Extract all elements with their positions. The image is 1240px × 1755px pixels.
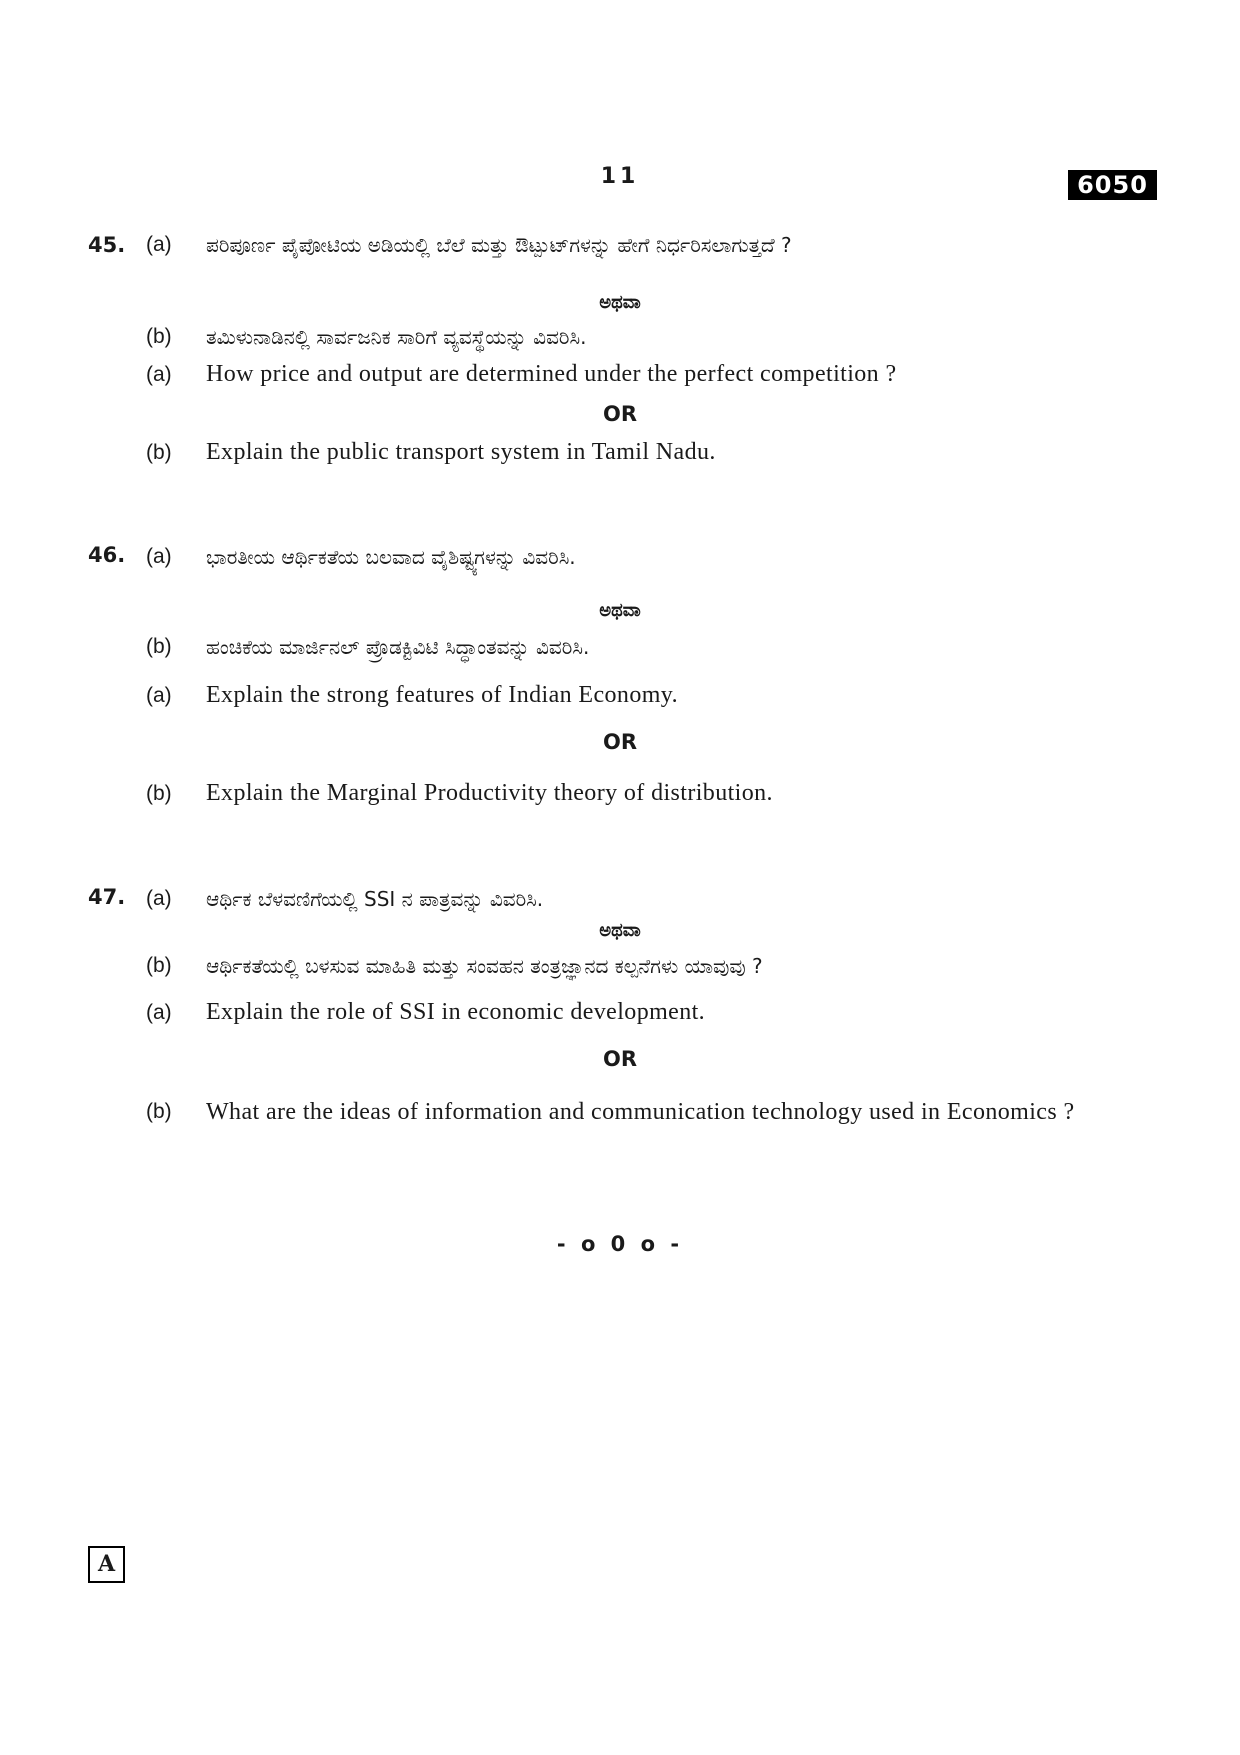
q46-or-kannada: ಅಥವಾ bbox=[599, 600, 641, 621]
question-number-47: 47. bbox=[88, 885, 126, 909]
q46-english-option-a: Explain the strong features of Indian Economy. bbox=[206, 682, 679, 708]
q47-kannada-option-b: ಆರ್ಥಿಕತೆಯಲ್ಲಿ ಬಳಸುವ ಮಾಹಿತಿ ಮತ್ತು ಸಂವಹನ ತಂತ್ರಜ್ಞಾನದ ಕಲ್ಪನೆಗಳು ಯಾವುವು ? bbox=[206, 954, 763, 978]
q45-english-option-a-label: (a) bbox=[146, 363, 172, 386]
q47-or-kannada: ಅಥವಾ bbox=[599, 920, 641, 941]
question-number-46: 46. bbox=[88, 543, 126, 567]
q46-english-option-b-label: (b) bbox=[146, 782, 172, 805]
q45-or-english: OR bbox=[602, 402, 638, 426]
q46-kannada-option-a: ಭಾರತೀಯ ಆರ್ಥಿಕತೆಯ ಬಲವಾದ ವೈಶಿಷ್ಟ್ಯಗಳನ್ನು ವಿವರಿಸಿ. bbox=[206, 545, 576, 569]
q45-kannada-option-a: ಪರಿಪೂರ್ಣ ಪೈಪೋಟಿಯ ಅಡಿಯಲ್ಲಿ ಬೆಲೆ ಮತ್ತು ಔಟ್ಪುಟ್‌ಗಳನ್ನು ಹೇಗೆ ನಿರ್ಧರಿಸಲಾಗುತ್ತದೆ ? bbox=[206, 233, 792, 257]
q45-kannada-option-b: ತಮಿಳುನಾಡಿನಲ್ಲಿ ಸಾರ್ವಜನಿಕ ಸಾರಿಗೆ ವ್ಯವಸ್ಥೆಯನ್ನು ವಿವರಿಸಿ. bbox=[206, 325, 587, 349]
q45-kannada-option-a-label: (a) bbox=[146, 233, 172, 256]
end-of-paper-mark: - o 0 o - bbox=[556, 1232, 684, 1256]
version-box: A bbox=[88, 1546, 125, 1583]
q47-kannada-option-b-label: (b) bbox=[146, 954, 172, 977]
q47-english-option-b-label: (b) bbox=[146, 1100, 172, 1123]
q45-english-option-a: How price and output are determined under the perfect competition ? bbox=[206, 361, 897, 387]
q47-english-option-a-label: (a) bbox=[146, 1001, 172, 1024]
q47-or-english: OR bbox=[602, 1047, 638, 1071]
q47-english-option-b: What are the ideas of information and communication technology used in Economics ? bbox=[206, 1099, 1075, 1125]
q46-kannada-option-b-label: (b) bbox=[146, 635, 172, 658]
q46-kannada-option-a-label: (a) bbox=[146, 545, 172, 568]
q47-kannada-option-a: ಆರ್ಥಿಕ ಬೆಳವಣಿಗೆಯಲ್ಲಿ SSI ನ ಪಾತ್ರವನ್ನು ವಿವರಿಸಿ. bbox=[206, 887, 544, 911]
paper-code-badge: 6050 bbox=[1068, 170, 1157, 200]
q45-or-kannada: ಅಥವಾ bbox=[599, 292, 641, 313]
q46-kannada-option-b: ಹಂಚಿಕೆಯ ಮಾರ್ಜಿನಲ್ ಪ್ರೊಡಕ್ಟಿವಿಟಿ ಸಿದ್ಧಾಂತವನ್ನು ವಿವರಿಸಿ. bbox=[206, 635, 590, 659]
question-number-45: 45. bbox=[88, 233, 126, 257]
q46-or-english: OR bbox=[602, 730, 638, 754]
q46-english-option-b: Explain the Marginal Productivity theory of distribution. bbox=[206, 780, 773, 806]
q45-english-option-b-label: (b) bbox=[146, 441, 172, 464]
q45-english-option-b: Explain the public transport system in Tamil Nadu. bbox=[206, 439, 716, 465]
q47-english-option-a: Explain the role of SSI in economic development. bbox=[206, 999, 706, 1025]
q45-kannada-option-b-label: (b) bbox=[146, 325, 172, 348]
q47-kannada-option-a-label: (a) bbox=[146, 887, 172, 910]
page-number: 11 bbox=[600, 164, 640, 189]
q46-english-option-a-label: (a) bbox=[146, 684, 172, 707]
